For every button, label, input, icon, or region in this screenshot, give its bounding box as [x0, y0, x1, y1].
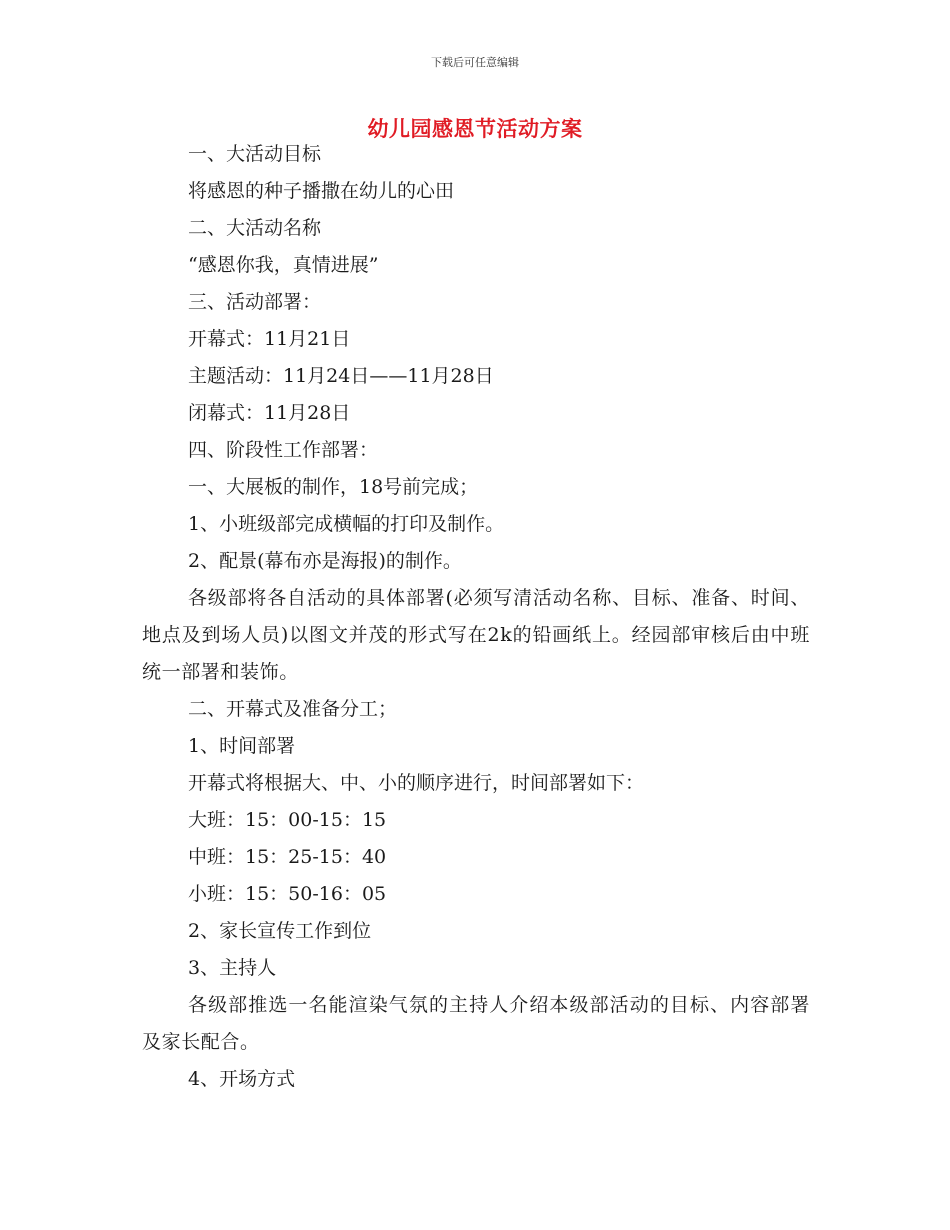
opening-ceremony-date: 开幕式：11月21日	[188, 328, 351, 350]
goal-text: 将感恩的种子播撒在幼儿的心田	[188, 180, 455, 202]
page-header-note: 下载后可任意编辑	[431, 56, 519, 69]
time-slot-middle-class: 中班：15：25-15：40	[188, 846, 387, 868]
paragraph-host-details: 各级部推选一名能渲染气氛的主持人介绍本级部活动的目标、内容部署及家长配合。	[142, 994, 810, 1053]
list-item-time-plan: 1、时间部署	[188, 735, 296, 757]
time-slot-senior-class: 大班：15：00-15：15	[188, 809, 387, 831]
section-heading-name: 二、大活动名称	[188, 217, 322, 239]
section-heading-schedule: 三、活动部署：	[188, 291, 322, 313]
closing-ceremony-date: 闭幕式：11月28日	[188, 402, 351, 424]
section-heading-stages: 四、阶段性工作部署：	[188, 439, 379, 461]
document-body	[142, 136, 810, 1098]
activity-name-text: “感恩你我，真情进展”	[188, 254, 379, 276]
list-item-host: 3、主持人	[188, 957, 277, 979]
subsection-display-board: 一、大展板的制作，18号前完成；	[188, 476, 479, 498]
time-slot-junior-class: 小班：15：50-16：05	[188, 883, 387, 905]
list-item-backdrop: 2、配景(幕布亦是海报)的制作。	[188, 550, 462, 572]
theme-activity-dates: 主题活动：11月24日——11月28日	[188, 365, 494, 387]
subsection-opening-prep: 二、开幕式及准备分工；	[188, 698, 398, 720]
paragraph-board-details: 各级部将各自活动的具体部署(必须写清活动名称、目标、准备、时间、地点及到场人员)以图文并茂的形式写在2k的铅画纸上。经园部审核后由中班统一部署和装饰。	[142, 587, 810, 683]
list-item-opening-method: 4、开场方式	[188, 1068, 296, 1090]
document-title: 幼儿园感恩节活动方案	[367, 117, 583, 141]
list-item-parent-promotion: 2、家长宣传工作到位	[188, 920, 372, 942]
time-plan-intro: 开幕式将根据大、中、小的顺序进行，时间部署如下：	[188, 772, 645, 794]
list-item-banner: 1、小班级部完成横幅的打印及制作。	[188, 513, 505, 535]
section-heading-goal: 一、大活动目标	[188, 143, 322, 165]
